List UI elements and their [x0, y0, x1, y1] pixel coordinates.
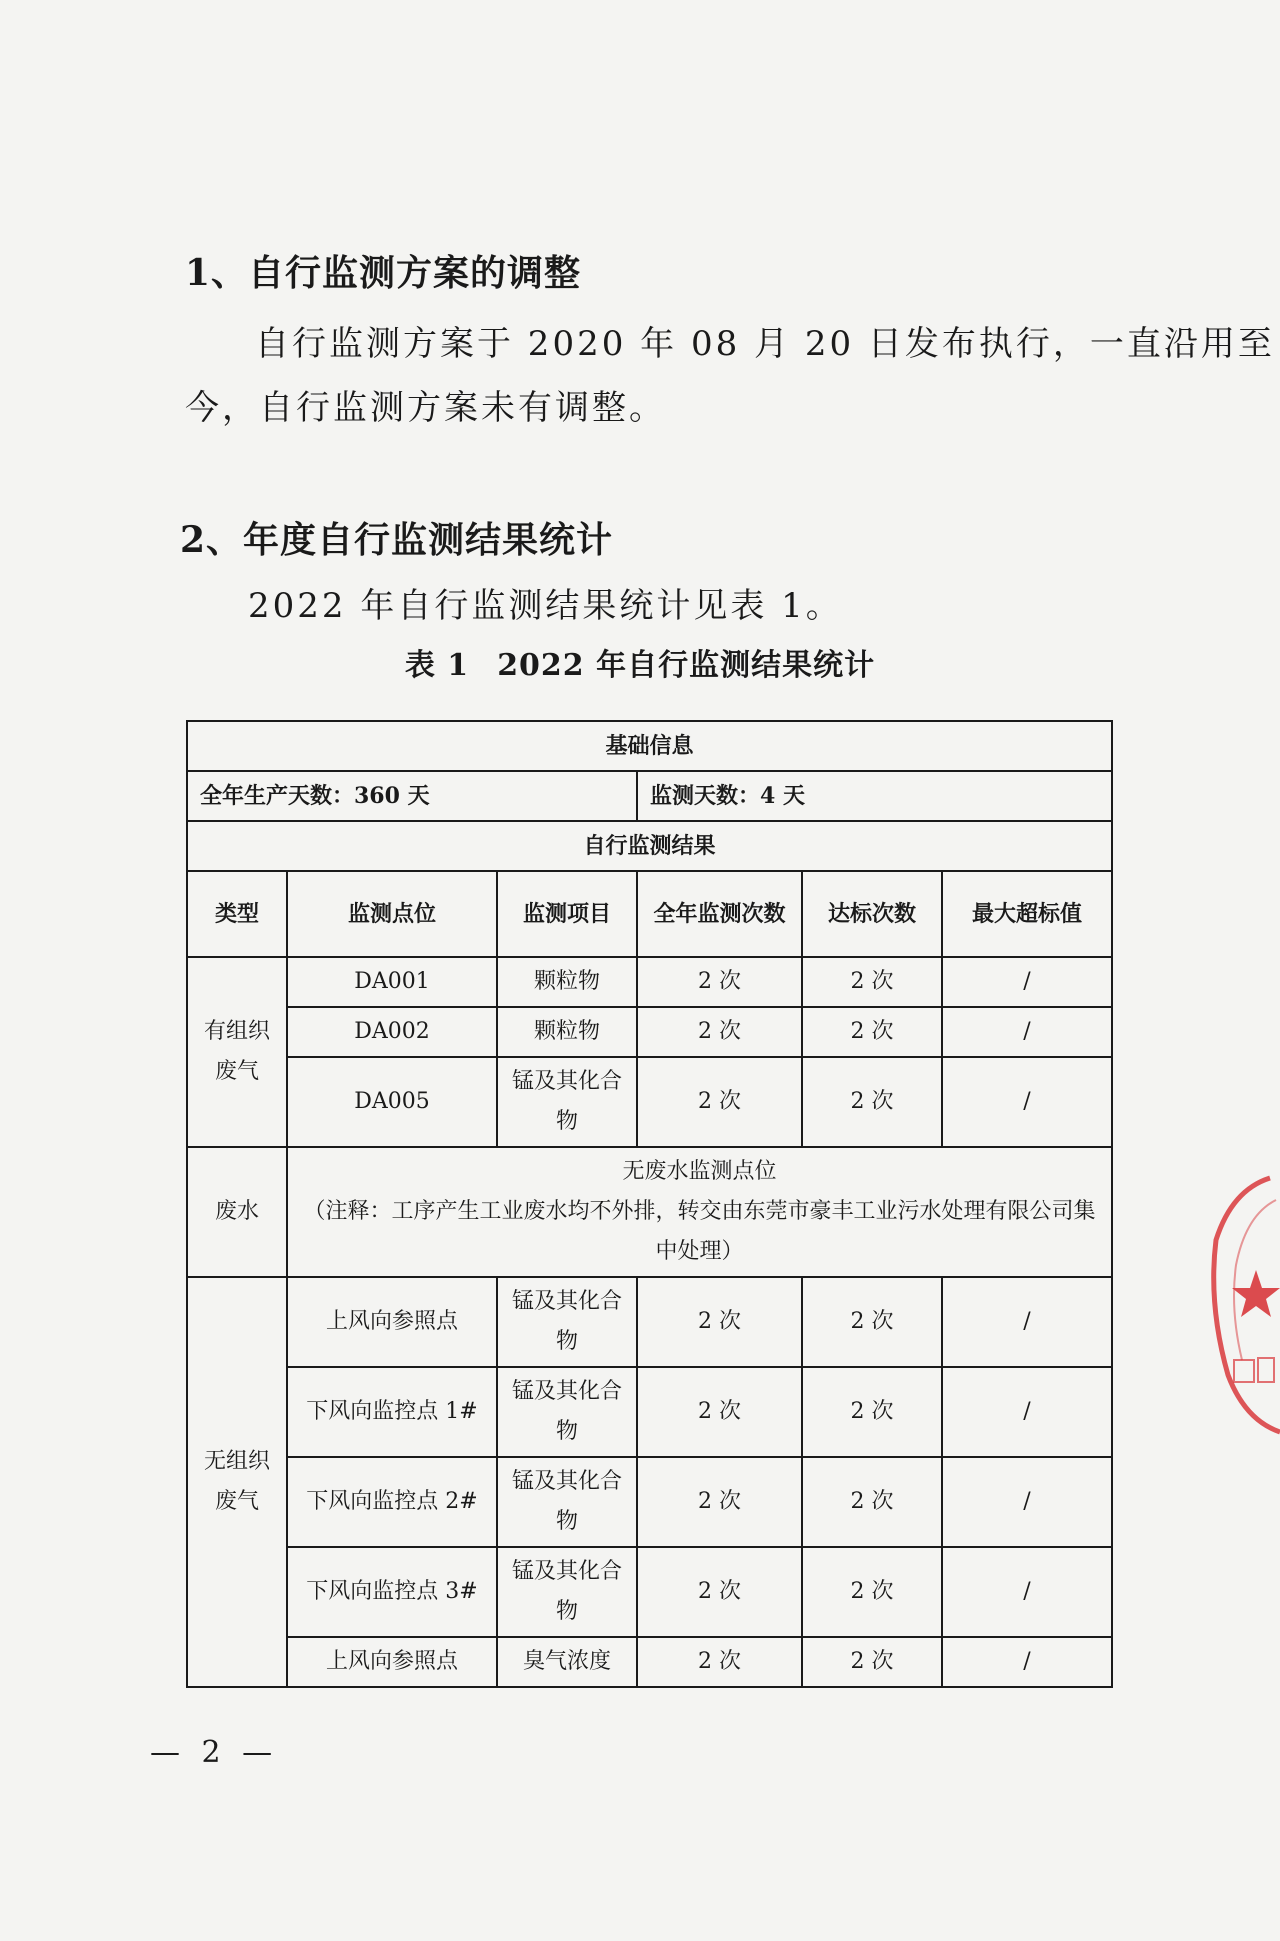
- basic-info-title: 基础信息: [187, 721, 1112, 771]
- type-unorganized: 无组织废气: [187, 1277, 287, 1687]
- table-row: [187, 1367, 1112, 1457]
- cell-pass: 2 次: [802, 957, 942, 1007]
- cell-count: 2 次: [637, 1547, 802, 1637]
- cell-point: DA001: [287, 957, 497, 1007]
- cell-max: /: [942, 957, 1112, 1007]
- table-row: [187, 957, 1112, 1007]
- table-header-row: [187, 871, 1112, 957]
- cell-max: /: [942, 1057, 1112, 1147]
- cell-item: 锰及其化合物: [497, 1457, 637, 1547]
- cell-pass: 2 次: [802, 1007, 942, 1057]
- header-type: 类型: [187, 871, 287, 957]
- wastewater-line1: 无废水监测点位: [622, 1159, 777, 1184]
- seal-graphic: [1210, 1170, 1280, 1440]
- cell-count: 2 次: [637, 1637, 802, 1687]
- cell-pass: 2 次: [802, 1547, 942, 1637]
- results-title: 自行监测结果: [187, 821, 1112, 871]
- cell-max: /: [942, 1367, 1112, 1457]
- header-pass: 达标次数: [802, 871, 942, 957]
- table-number: 表 1: [404, 648, 470, 683]
- cell-count: 2 次: [637, 1277, 802, 1367]
- type-organized: 有组织废气: [187, 957, 287, 1147]
- table-row: [187, 1637, 1112, 1687]
- seal-star-icon: [1232, 1270, 1280, 1317]
- table-row: [187, 1547, 1112, 1637]
- official-seal-fragment: [1210, 1170, 1280, 1440]
- table-title: 2022 年自行监测结果统计: [497, 648, 876, 683]
- section1-heading: 1、自行监测方案的调整: [185, 252, 582, 294]
- monitoring-days: 监测天数：4 天: [637, 771, 1112, 821]
- cell-pass: 2 次: [802, 1637, 942, 1687]
- table-row: [187, 1457, 1112, 1547]
- header-item: 监测项目: [497, 871, 637, 957]
- cell-count: 2 次: [637, 1367, 802, 1457]
- table-row: [187, 1147, 1112, 1277]
- cell-item: 锰及其化合物: [497, 1547, 637, 1637]
- cell-item: 颗粒物: [497, 957, 637, 1007]
- type-wastewater: 废水: [187, 1147, 287, 1277]
- cell-item: 锰及其化合物: [497, 1367, 637, 1457]
- wastewater-line2: （注释：工序产生工业废水均不外排，转交由东莞市豪丰工业污水处理有限公司集中处理）: [303, 1199, 1096, 1264]
- cell-point: 下风向监控点 1#: [287, 1367, 497, 1457]
- header-count: 全年监测次数: [637, 871, 802, 957]
- cell-max: /: [942, 1007, 1112, 1057]
- cell-point: DA005: [287, 1057, 497, 1147]
- table-row: [187, 821, 1112, 871]
- production-days: 全年生产天数：360 天: [187, 771, 637, 821]
- cell-max: /: [942, 1547, 1112, 1637]
- cell-pass: 2 次: [802, 1057, 942, 1147]
- cell-item: 锰及其化合物: [497, 1277, 637, 1367]
- table-row: [187, 1277, 1112, 1367]
- header-max: 最大超标值: [942, 871, 1112, 957]
- cell-item: 颗粒物: [497, 1007, 637, 1057]
- cell-point: DA002: [287, 1007, 497, 1057]
- cell-pass: 2 次: [802, 1457, 942, 1547]
- cell-point: 上风向参照点: [287, 1637, 497, 1687]
- cell-point: 下风向监控点 3#: [287, 1547, 497, 1637]
- cell-count: 2 次: [637, 1007, 802, 1057]
- section2-paragraph: 2022 年自行监测结果统计见表 1。: [248, 586, 843, 626]
- cell-count: 2 次: [637, 957, 802, 1007]
- table-row: [187, 1007, 1112, 1057]
- cell-item: 锰及其化合物: [497, 1057, 637, 1147]
- table-caption: [0, 640, 1280, 684]
- table-row: [187, 771, 1112, 821]
- table-row: [187, 721, 1112, 771]
- cell-pass: 2 次: [802, 1277, 942, 1367]
- table-row: [187, 1057, 1112, 1147]
- cell-max: /: [942, 1637, 1112, 1687]
- section1-paragraph-line2: 今，自行监测方案未有调整。: [185, 388, 666, 428]
- cell-item: 臭气浓度: [497, 1637, 637, 1687]
- cell-count: 2 次: [637, 1457, 802, 1547]
- cell-max: /: [942, 1277, 1112, 1367]
- cell-max: /: [942, 1457, 1112, 1547]
- wastewater-note: [287, 1147, 1112, 1277]
- header-point: 监测点位: [287, 871, 497, 957]
- monitoring-results-table: [186, 720, 1113, 1688]
- cell-count: 2 次: [637, 1057, 802, 1147]
- section2-heading: 2、年度自行监测结果统计: [180, 519, 614, 561]
- cell-pass: 2 次: [802, 1367, 942, 1457]
- section1-paragraph-line1: 自行监测方案于 2020 年 08 月 20 日发布执行，一直沿用至: [255, 324, 1275, 364]
- cell-point: 上风向参照点: [287, 1277, 497, 1367]
- cell-point: 下风向监控点 2#: [287, 1457, 497, 1547]
- page-number: — 2 —: [150, 1735, 279, 1770]
